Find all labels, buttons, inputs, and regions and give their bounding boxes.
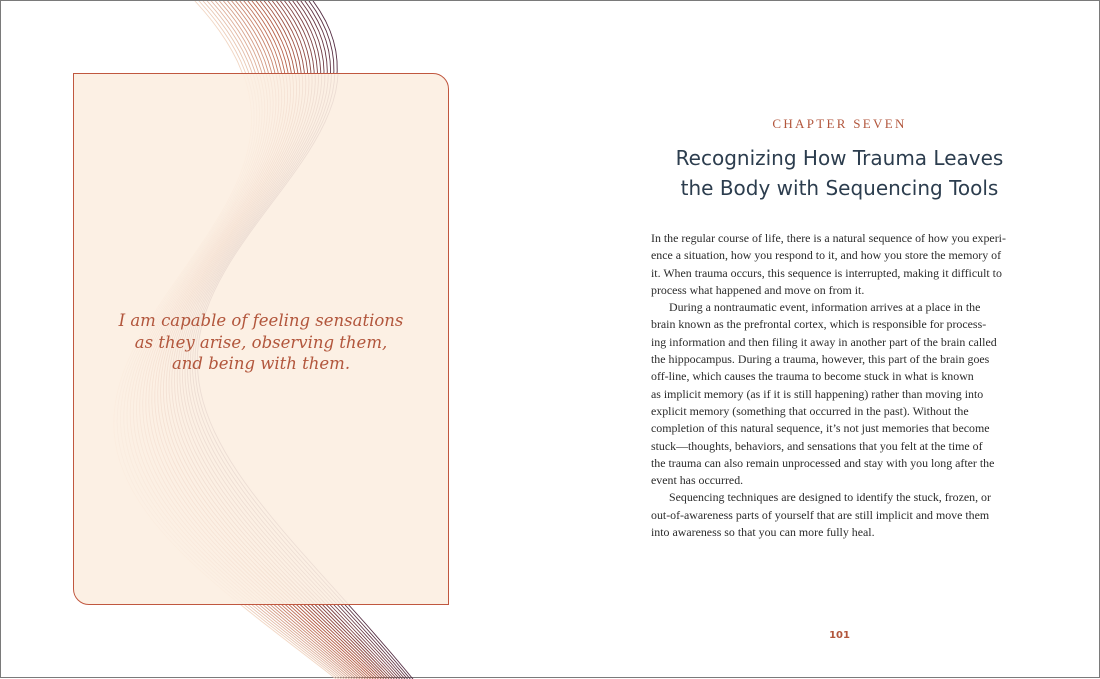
body-line: off-line, which causes the trauma to become stuck in what is known — [651, 369, 974, 384]
chapter-title-line: the Body with Sequencing Tools — [680, 176, 999, 200]
body-line: into awareness so that you can more fully heal. — [651, 525, 875, 540]
quote-card — [73, 73, 449, 605]
body-line: the hippocampus. During a trauma, however, this part of the brain goes — [651, 352, 990, 367]
body-line: out-of-awareness parts of yourself that are still implicit and move them — [651, 507, 990, 522]
pull-quote-line: as they arise, observing them, — [134, 332, 388, 352]
page-number: 101 — [829, 630, 850, 641]
body-line: brain known as the prefrontal cortex, which is responsible for process- — [651, 317, 987, 332]
body-line: event has occurred. — [651, 473, 744, 488]
pull-quote — [74, 310, 448, 375]
body-line: In the regular course of life, there is a natural sequence of how you experi- — [651, 231, 1006, 245]
body-text — [651, 230, 1036, 541]
body-line: as implicit memory (as if it is still happening) rather than moving into — [651, 386, 984, 401]
body-line: During a nontraumatic event, information arrives at a place in the — [669, 300, 981, 315]
body-line: Sequencing techniques are designed to identify the stuck, frozen, or — [669, 490, 991, 505]
pull-quote-line: I am capable of feeling sensations — [118, 311, 404, 330]
body-line: process what happened and move on from it. — [651, 282, 865, 297]
body-line: the trauma can also remain unprocessed and stay with you long after the — [651, 455, 995, 470]
pull-quote-line: and being with them. — [171, 354, 351, 373]
chapter-title-line: Recognizing How Trauma Leaves — [675, 146, 1004, 170]
body-line: explicit memory (something that occurred in the past). Without the — [651, 403, 969, 418]
body-line: completion of this natural sequence, it’s not just memories that become — [651, 421, 990, 436]
chapter-label: CHAPTER SEVEN — [772, 116, 907, 131]
body-line: ing information and then filing it away in another part of the brain called — [651, 334, 997, 349]
body-line: stuck—thoughts, behaviors, and sensations that you felt at the time of — [651, 438, 983, 453]
body-line: ence a situation, how you respond to it, and how you store the memory of — [651, 248, 1002, 263]
chapter-title — [651, 143, 1028, 203]
body-line: it. When trauma occurs, this sequence is interrupted, making it difficult to — [651, 265, 1002, 280]
